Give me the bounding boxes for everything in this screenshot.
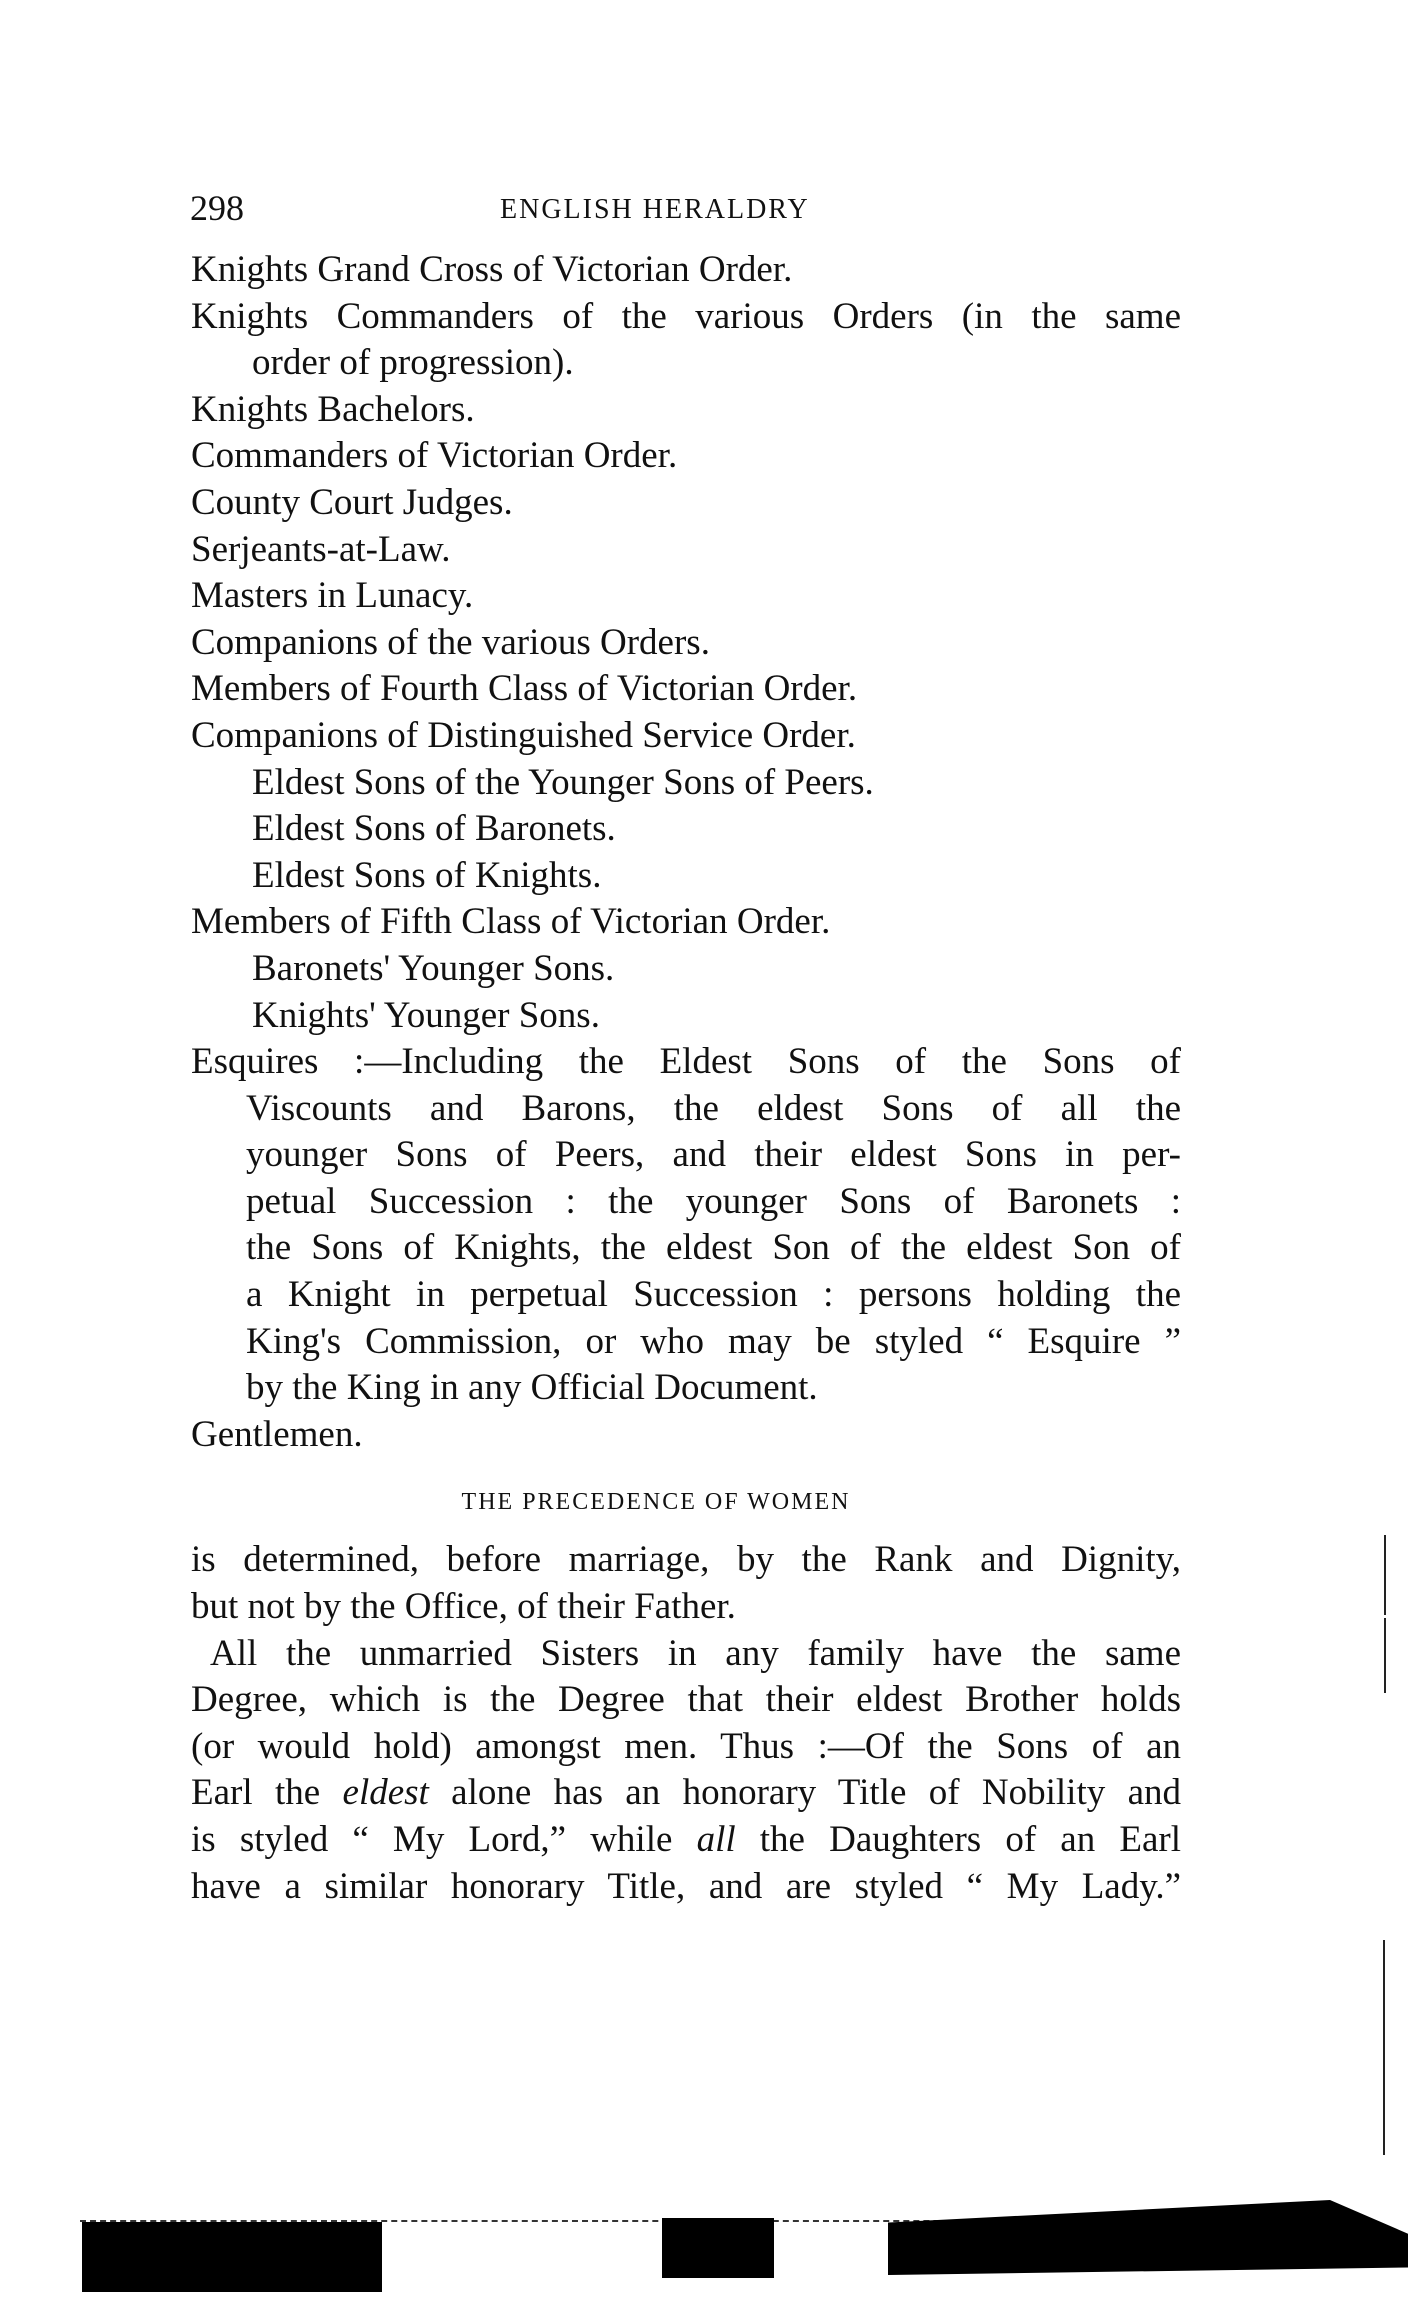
running-title: ENGLISH HERALDRY: [500, 194, 810, 225]
text-line: County Court Judges.: [191, 481, 513, 523]
scan-bar: [888, 2200, 1408, 2275]
text-line: Knights Commanders of the various Orders (in the same: [191, 295, 1181, 337]
text-line: Knights Grand Cross of Victorian Order.: [191, 249, 793, 290]
text-line: Companions of Distinguished Service Order.: [191, 714, 856, 756]
text-line: All the unmarried Sisters in any family have the same: [210, 1632, 1181, 1674]
page-number: 298: [190, 188, 244, 228]
text-line: Eldest Sons of Baronets.: [252, 808, 616, 850]
text-line: Baronets' Younger Sons.: [252, 947, 615, 989]
text-line: a Knight in perpetual Succession : persons holding the: [246, 1274, 1181, 1316]
text-line: (or would hold) amongst men. Thus :—Of the Sons of an: [191, 1725, 1181, 1767]
margin-mark: [1384, 1535, 1386, 1615]
text-line: Knights' Younger Sons.: [252, 994, 600, 1036]
text-line: Companions of the various Orders.: [191, 621, 710, 663]
text-line: order of progression).: [252, 342, 574, 384]
text-line: but not by the Office, of their Father.: [191, 1586, 736, 1628]
text-line: Masters in Lunacy.: [191, 575, 474, 617]
page-body: [191, 247, 1181, 1910]
text-line: is styled “ My Lord,” while all the Daughters of an Earl: [191, 1819, 1181, 1860]
margin-mark: [1384, 1618, 1386, 1693]
text-line: Commanders of Victorian Order.: [191, 435, 678, 477]
scan-bar: [82, 2222, 382, 2292]
section-paragraphs: [191, 1537, 1181, 1770]
text-line: Earl the eldest alone has an honorary Title of Nobility and: [191, 1772, 1181, 1814]
scan-bar: [662, 2218, 774, 2278]
text-line: Esquires :—Including the Eldest Sons of the Sons of: [191, 1041, 1181, 1083]
text-line: have a similar honorary Title, and are styled “ My Lady.”: [191, 1865, 1181, 1907]
text-line: Members of Fourth Class of Victorian Order.: [191, 668, 858, 710]
text-line: Viscounts and Barons, the eldest Sons of all the: [246, 1087, 1181, 1129]
margin-mark: [1383, 1940, 1385, 2155]
text-line: King's Commission, or who may be styled “ Esquire ”: [246, 1320, 1181, 1362]
text-line: petual Succession : the younger Sons of Baronets :: [246, 1180, 1181, 1222]
text-line: Eldest Sons of the Younger Sons of Peers.: [252, 761, 874, 803]
text-line: the Sons of Knights, the eldest Son of the eldest Son of: [246, 1227, 1181, 1269]
text-line: Serjeants-at-Law.: [191, 528, 451, 570]
text-line: is determined, before marriage, by the Rank and Dignity,: [191, 1539, 1181, 1581]
precedence-list: [191, 247, 1181, 1458]
text-line: Knights Bachelors.: [191, 388, 475, 430]
text-line: younger Sons of Peers, and their eldest Sons in per-: [246, 1134, 1181, 1176]
text-line: Gentlemen.: [191, 1413, 363, 1455]
text-line: Eldest Sons of Knights.: [252, 854, 602, 896]
text-line: by the King in any Official Document.: [246, 1367, 818, 1409]
text-line: Degree, which is the Degree that their eldest Brother holds: [191, 1679, 1181, 1721]
text-line: Members of Fifth Class of Victorian Order.: [191, 901, 831, 943]
section-heading: THE PRECEDENCE OF WOMEN: [461, 1489, 851, 1516]
